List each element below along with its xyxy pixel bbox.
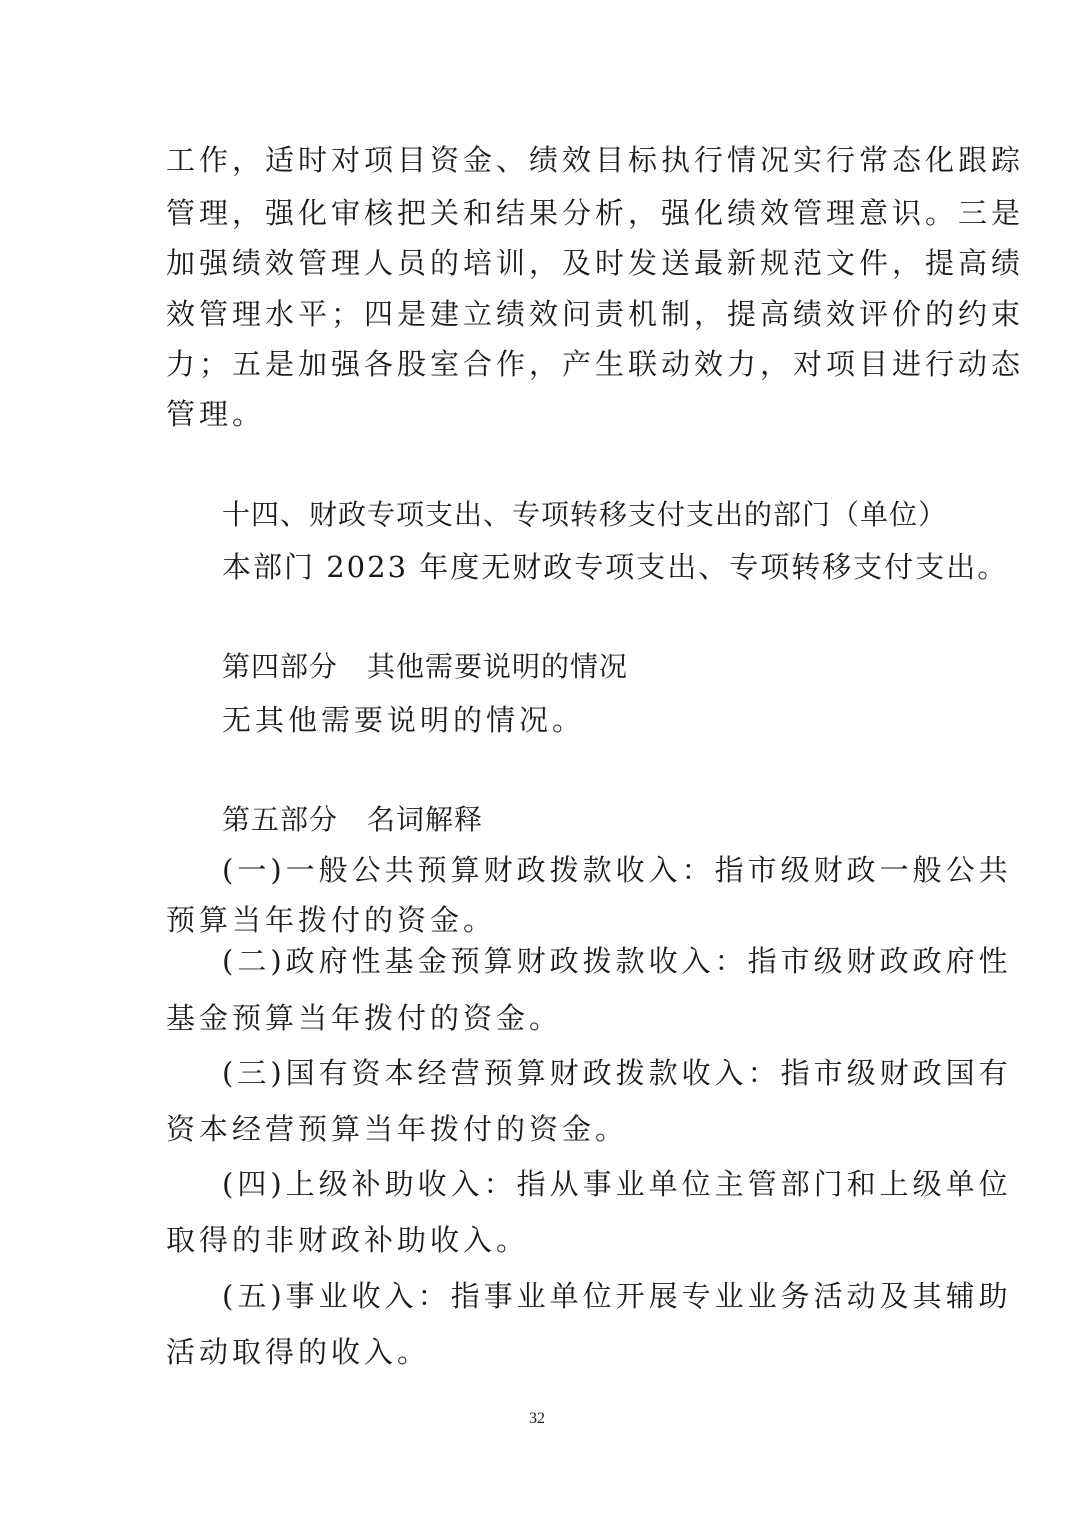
part-4-heading: 第四部分 其他需要说明的情况: [222, 650, 629, 683]
paragraph-line: 管理，强化审核把关和结果分析，强化绩效管理意识。三是: [166, 196, 1025, 230]
definition-item-first-line: (三)国有资本经营预算财政拨款收入：指市级财政国有: [222, 1056, 1012, 1090]
section-14-body: 本部门 2023 年度无财政专项支出、专项转移支付支出。: [222, 550, 1009, 584]
definition-item-second-line: 基金预算当年拨付的资金。: [166, 1001, 563, 1035]
page-number: 32: [529, 1410, 545, 1427]
definition-item-second-line: 取得的非财政补助收入。: [166, 1223, 530, 1257]
part-4-body: 无其他需要说明的情况。: [222, 703, 586, 737]
paragraph-line: 力；五是加强各股室合作，产生联动效力，对项目进行动态: [166, 347, 1025, 381]
part-5-heading: 第五部分 名词解释: [222, 803, 484, 836]
paragraph-line: 加强绩效管理人员的培训，及时发送最新规范文件，提高绩: [166, 246, 1025, 280]
definition-item-first-line: (四)上级补助收入：指从事业单位主管部门和上级单位: [222, 1167, 1012, 1201]
definition-item-second-line: 预算当年拨付的资金。: [166, 903, 497, 937]
definition-item-second-line: 资本经营预算当年拨付的资金。: [166, 1112, 629, 1146]
definition-item-first-line: (二)政府性基金预算财政拨款收入：指市级财政政府性: [222, 944, 1012, 978]
paragraph-line: 效管理水平；四是建立绩效问责机制，提高绩效评价的约束: [166, 297, 1025, 331]
definition-item-first-line: (五)事业收入：指事业单位开展专业业务活动及其辅助: [222, 1279, 1012, 1313]
paragraph-line: 管理。: [166, 397, 266, 431]
section-14-heading: 十四、财政专项支出、专项转移支付支出的部门（单位）: [222, 498, 948, 531]
paragraph-line: 工作，适时对项目资金、绩效目标执行情况实行常态化跟踪: [166, 143, 1025, 177]
definition-item-first-line: (一)一般公共预算财政拨款收入：指市级财政一般公共: [222, 853, 1012, 887]
definition-item-second-line: 活动取得的收入。: [166, 1335, 431, 1369]
